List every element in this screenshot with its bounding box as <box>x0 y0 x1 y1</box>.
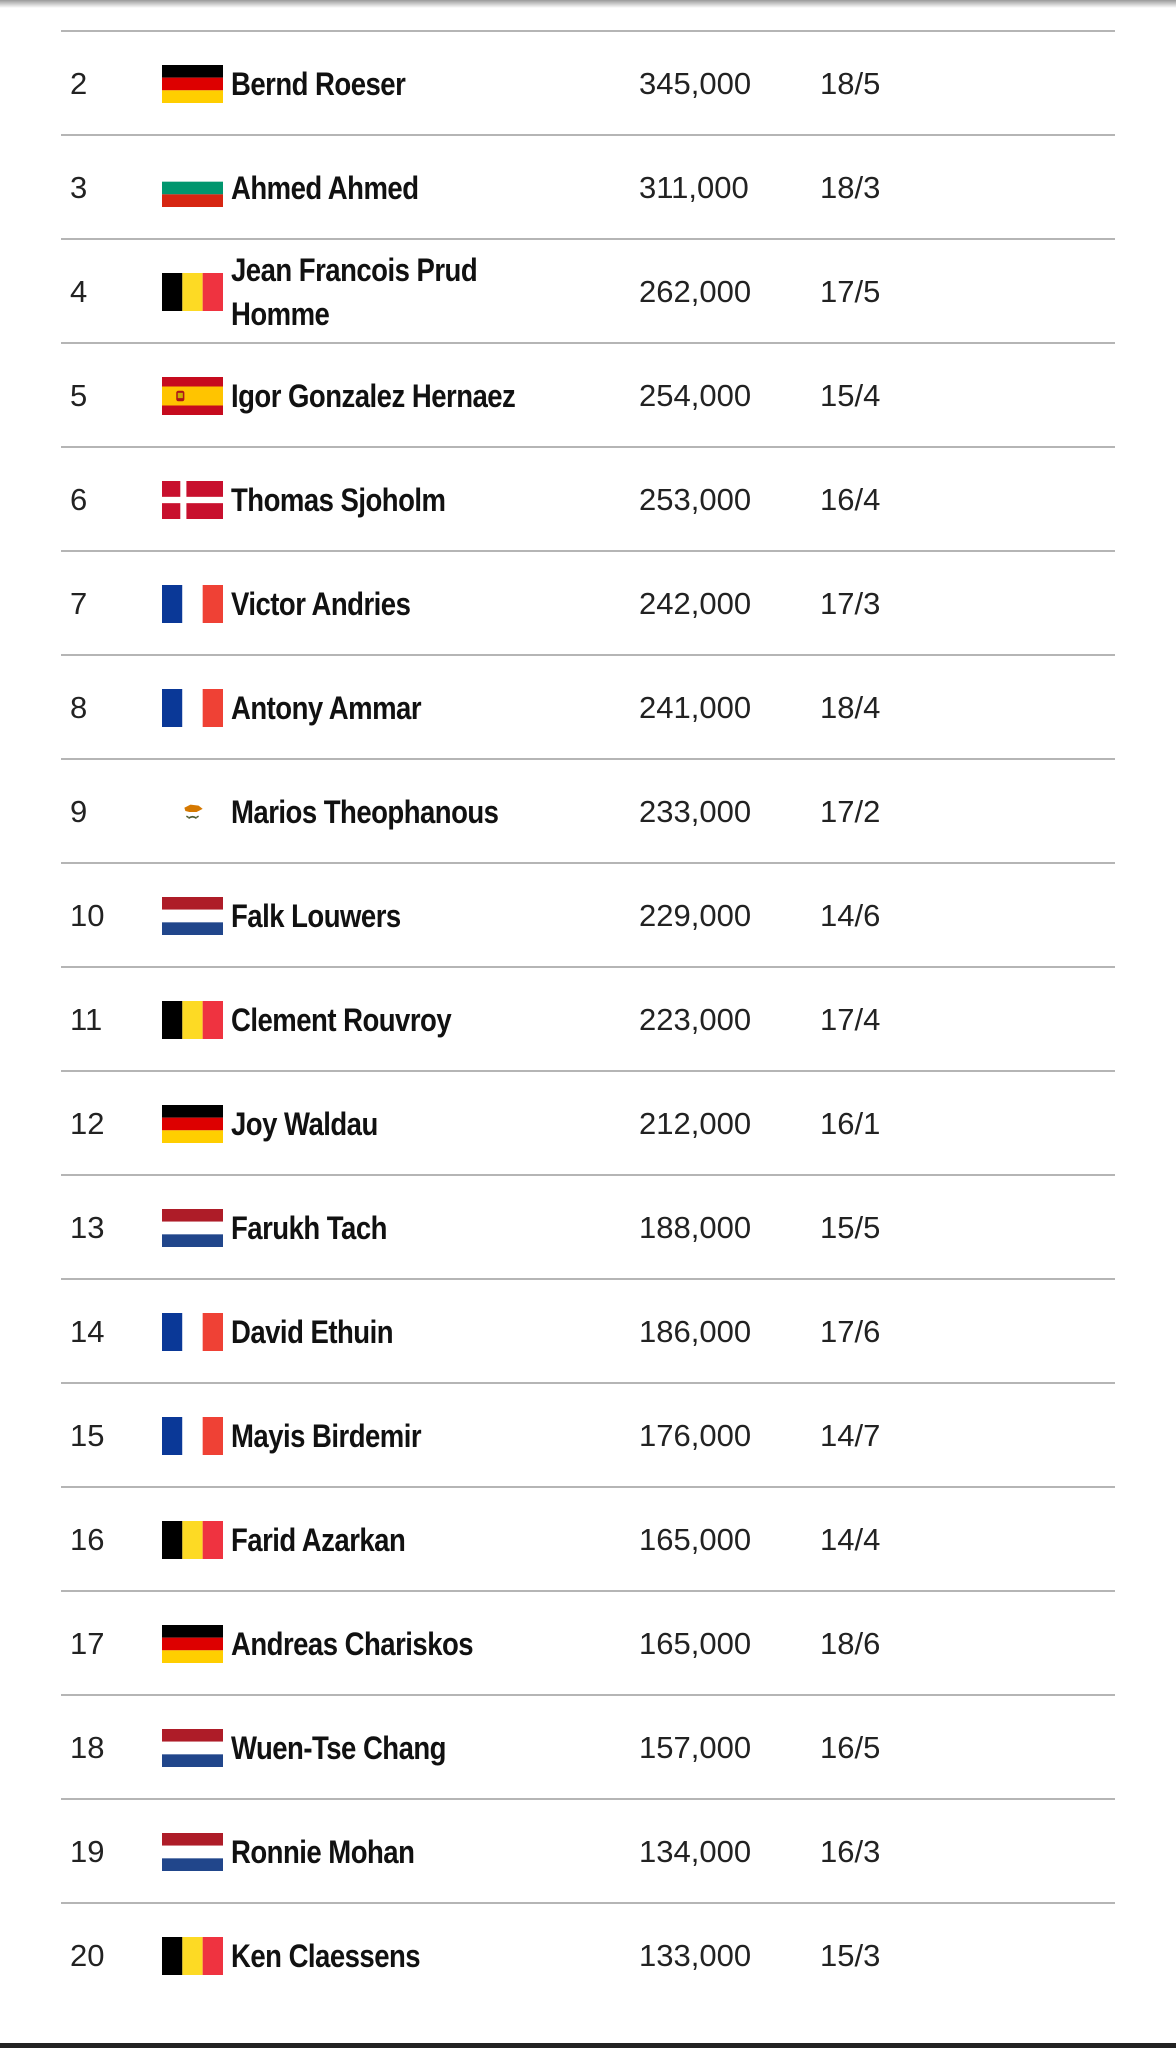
record-value: 14/6 <box>820 898 881 933</box>
player-name-text: Joy Waldau <box>231 1106 378 1142</box>
record-value: 15/4 <box>820 378 881 413</box>
points-value: 133,000 <box>639 1938 752 1973</box>
player-name <box>231 240 523 344</box>
table-row <box>61 1280 1115 1384</box>
table-row <box>61 0 1115 32</box>
rank-number: 10 <box>70 898 105 933</box>
player-name <box>231 1904 523 2008</box>
points-value: 188,000 <box>639 1210 752 1245</box>
table-row <box>61 864 1115 968</box>
record-value: 16/4 <box>820 482 881 517</box>
player-name <box>231 1800 523 1904</box>
record-value: 16/3 <box>820 1834 881 1869</box>
points-value: 241,000 <box>639 690 752 725</box>
bottom-edge <box>0 2043 1176 2048</box>
record-value: 16/5 <box>820 1730 881 1765</box>
player-name <box>231 1488 523 1592</box>
points-value: 311,000 <box>639 170 749 205</box>
record-value: 17/2 <box>820 794 881 829</box>
table-row <box>61 448 1115 552</box>
rank-number: 4 <box>70 274 88 309</box>
points-value: 212,000 <box>639 1106 752 1141</box>
player-name <box>231 1592 523 1696</box>
rank-number: 19 <box>70 1834 105 1869</box>
record-value: 18/6 <box>820 1626 881 1661</box>
table-row <box>61 968 1115 1072</box>
record-value: 17/3 <box>820 586 881 621</box>
rank-number: 9 <box>70 794 88 829</box>
player-name-text: Jean Francois Prud Homme <box>231 252 478 332</box>
player-name-text: Andreas Chariskos <box>231 1626 474 1662</box>
record-value: 15/3 <box>820 1938 881 1973</box>
points-value <box>639 0 751 32</box>
player-name-text <box>231 0 464 2</box>
rank-number <box>70 0 87 32</box>
record-value <box>820 0 880 32</box>
player-name <box>231 864 523 968</box>
player-name-text: Clement Rouvroy <box>231 1002 452 1038</box>
points-value: 233,000 <box>639 794 752 829</box>
player-name <box>231 0 523 32</box>
player-name-text: Falk Louwers <box>231 898 401 934</box>
germany-flag-icon <box>162 1105 223 1143</box>
rank-number: 14 <box>70 1314 105 1349</box>
points-value: 223,000 <box>639 1002 752 1037</box>
player-name-text: Farukh Tach <box>231 1210 387 1246</box>
belgium-flag-icon <box>162 1937 223 1975</box>
record-value: 18/5 <box>820 66 881 101</box>
table-row <box>61 552 1115 656</box>
table-row <box>61 344 1115 448</box>
netherlands-flag-icon <box>162 1209 223 1247</box>
belgium-flag-icon <box>162 1521 223 1559</box>
record-value: 17/5 <box>820 274 881 309</box>
player-name <box>231 1176 523 1280</box>
cyprus-flag-icon <box>162 793 223 831</box>
points-value: 254,000 <box>639 378 752 413</box>
player-name <box>231 656 523 760</box>
germany-flag-icon <box>162 1625 223 1663</box>
spain-flag-icon <box>162 377 223 415</box>
rank-number: 18 <box>70 1730 105 1765</box>
record-value: 16/1 <box>820 1106 881 1141</box>
table-row <box>61 1592 1115 1696</box>
table-row <box>61 760 1115 864</box>
table-row <box>61 1696 1115 1800</box>
points-value: 253,000 <box>639 482 752 517</box>
record-value: 17/6 <box>820 1314 881 1349</box>
points-value: 165,000 <box>639 1626 752 1661</box>
netherlands-flag-icon <box>162 1729 223 1767</box>
player-name-text: Mayis Birdemir <box>231 1418 422 1454</box>
record-value: 14/7 <box>820 1418 881 1453</box>
player-name-text: Wuen-Tse Chang <box>231 1730 446 1766</box>
points-value: 345,000 <box>639 66 752 101</box>
points-value: 134,000 <box>639 1834 752 1869</box>
rank-number: 7 <box>70 586 88 621</box>
player-name-text: Bernd Roeser <box>231 66 406 102</box>
points-value: 186,000 <box>639 1314 752 1349</box>
player-name <box>231 1384 523 1488</box>
player-name <box>231 448 523 552</box>
record-value: 18/3 <box>820 170 881 205</box>
player-name-text: Marios Theophanous <box>231 794 499 830</box>
rank-number: 8 <box>70 690 88 725</box>
table-row <box>61 1072 1115 1176</box>
record-value: 14/4 <box>820 1522 881 1557</box>
rank-number: 12 <box>70 1106 105 1141</box>
player-name <box>231 552 523 656</box>
germany-flag-icon <box>162 65 223 103</box>
player-name <box>231 32 523 136</box>
table-row <box>61 1488 1115 1592</box>
france-flag-icon <box>162 1313 223 1351</box>
points-value: 242,000 <box>639 586 752 621</box>
record-value: 18/4 <box>820 690 881 725</box>
player-name <box>231 1072 523 1176</box>
table-row <box>61 1800 1115 1904</box>
netherlands-flag-icon <box>162 1833 223 1871</box>
rank-number: 16 <box>70 1522 105 1557</box>
player-name-text: Thomas Sjoholm <box>231 482 446 518</box>
player-name-text: Igor Gonzalez Hernaez <box>231 378 516 414</box>
points-value: 176,000 <box>639 1418 752 1453</box>
player-name <box>231 136 523 240</box>
france-flag-icon <box>162 689 223 727</box>
player-name-text: Antony Ammar <box>231 690 422 726</box>
rank-number: 6 <box>70 482 88 517</box>
player-name-text: Ahmed Ahmed <box>231 170 419 206</box>
points-value: 262,000 <box>639 274 752 309</box>
table-row <box>61 1176 1115 1280</box>
rank-number: 2 <box>70 66 88 101</box>
belgium-flag-icon <box>162 1001 223 1039</box>
rank-number: 11 <box>70 1002 103 1037</box>
player-name-text: Ken Claessens <box>231 1938 421 1974</box>
player-name-text: Victor Andries <box>231 586 411 622</box>
points-value: 165,000 <box>639 1522 752 1557</box>
player-name <box>231 1696 523 1800</box>
ranking-table <box>61 0 1115 2008</box>
rank-number: 3 <box>70 170 88 205</box>
rank-number: 13 <box>70 1210 105 1245</box>
bulgaria-flag-icon <box>162 169 223 207</box>
player-name-text: David Ethuin <box>231 1314 394 1350</box>
denmark-flag-icon <box>162 481 223 519</box>
player-name <box>231 1280 523 1384</box>
points-value: 157,000 <box>639 1730 752 1765</box>
france-flag-icon <box>162 585 223 623</box>
rank-number: 20 <box>70 1938 105 1973</box>
table-row <box>61 1384 1115 1488</box>
record-value: 17/4 <box>820 1002 881 1037</box>
player-name-text: Ronnie Mohan <box>231 1834 415 1870</box>
table-row <box>61 1904 1115 2008</box>
player-name <box>231 344 523 448</box>
rank-number: 15 <box>70 1418 105 1453</box>
rank-number: 5 <box>70 378 88 413</box>
belgium-flag-icon <box>162 273 223 311</box>
table-row <box>61 656 1115 760</box>
points-value: 229,000 <box>639 898 752 933</box>
table-row <box>61 240 1115 344</box>
player-name-text: Farid Azarkan <box>231 1522 406 1558</box>
france-flag-icon <box>162 1417 223 1455</box>
player-name <box>231 760 523 864</box>
table-row <box>61 32 1115 136</box>
netherlands-flag-icon <box>162 897 223 935</box>
record-value: 15/5 <box>820 1210 881 1245</box>
table-row <box>61 136 1115 240</box>
rank-number: 17 <box>70 1626 105 1661</box>
player-name <box>231 968 523 1072</box>
